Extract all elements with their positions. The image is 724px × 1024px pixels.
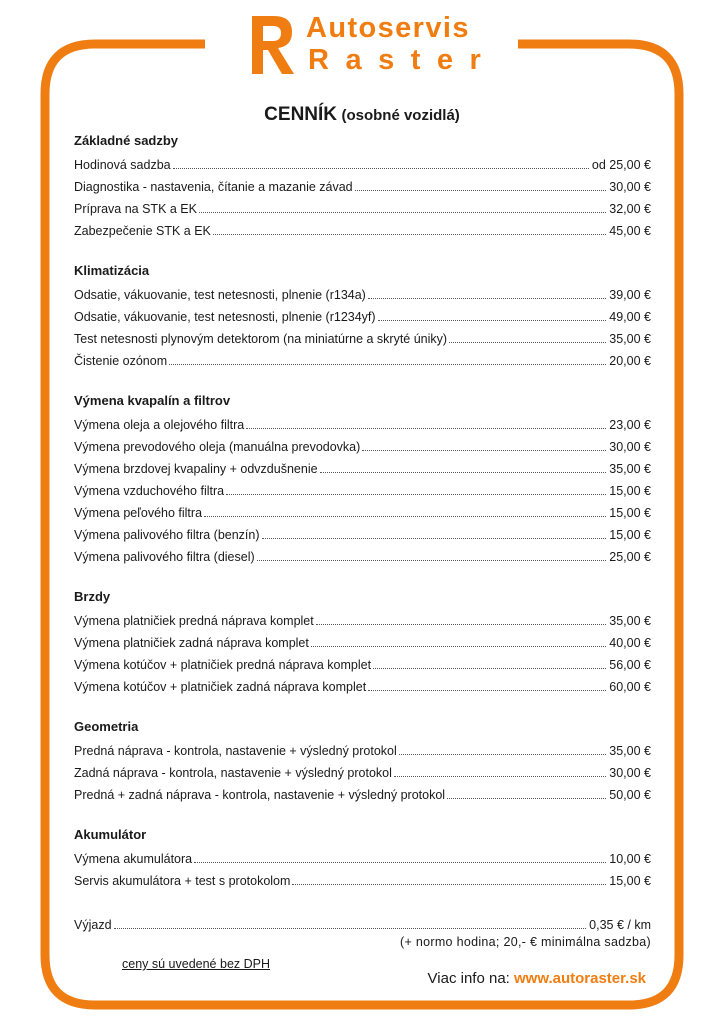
row-price: 49,00 € xyxy=(609,310,651,324)
dot-leader xyxy=(257,560,607,561)
dot-leader xyxy=(368,690,606,691)
dot-leader xyxy=(320,472,607,473)
row-label: Výmena platničiek zadná náprava komplet xyxy=(74,636,309,650)
price-row xyxy=(74,737,651,759)
vat-note: ceny sú uvedené bez DPH xyxy=(122,957,271,971)
row-label: Odsatie, vákuovanie, test netesnosti, plnenie (r134a) xyxy=(74,288,366,302)
row-price: 40,00 € xyxy=(609,636,651,650)
price-row xyxy=(74,347,651,369)
dot-leader xyxy=(213,234,606,235)
section-heading: Geometria xyxy=(74,719,139,734)
row-price: 23,00 € xyxy=(609,418,651,432)
price-row xyxy=(74,151,651,173)
price-row xyxy=(74,845,651,867)
row-label: Výmena palivového filtra (diesel) xyxy=(74,550,255,564)
dot-leader xyxy=(394,776,606,777)
row-label: Predná + zadná náprava - kontrola, nastavenie + výsledný protokol xyxy=(74,788,446,802)
row-price: 30,00 € xyxy=(609,766,651,780)
dot-leader xyxy=(226,494,606,495)
section-heading: Výmena kvapalín a filtrov xyxy=(74,393,231,408)
dot-leader xyxy=(311,646,606,647)
row-label: Výmena peľového filtra xyxy=(74,506,203,520)
dot-leader xyxy=(449,342,606,343)
row-price: 30,00 € xyxy=(609,440,651,454)
section-fluids-filters xyxy=(74,391,651,565)
price-row xyxy=(74,325,651,347)
dot-leader xyxy=(368,298,606,299)
price-row xyxy=(74,433,651,455)
dot-leader xyxy=(114,928,587,929)
dot-leader xyxy=(204,516,606,517)
row-price: 20,00 € xyxy=(609,354,651,368)
dot-leader xyxy=(355,190,607,191)
row-label: Výmena kotúčov + platničiek predná náprava komplet xyxy=(74,658,372,672)
section-heading: Základné sadzby xyxy=(74,133,179,148)
more-info xyxy=(428,970,646,987)
logo-r-mark-icon xyxy=(252,16,294,74)
travel-row xyxy=(74,911,651,933)
dot-leader xyxy=(399,754,607,755)
price-row xyxy=(74,781,651,803)
dot-leader xyxy=(362,450,606,451)
price-row xyxy=(74,455,651,477)
dot-leader xyxy=(246,428,606,429)
row-price: 39,00 € xyxy=(609,288,651,302)
more-info-label: Viac info na: xyxy=(427,970,510,987)
dot-leader xyxy=(447,798,606,799)
row-label: Hodinová sadzba xyxy=(74,158,171,172)
website-link[interactable]: www.autoraster.sk xyxy=(514,970,646,987)
price-row xyxy=(74,477,651,499)
price-row xyxy=(74,673,651,695)
price-row xyxy=(74,521,651,543)
row-label: Výmena kotúčov + platničiek zadná náprava komplet xyxy=(74,680,367,694)
price-row xyxy=(74,607,651,629)
row-label: Príprava na STK a EK xyxy=(74,202,197,216)
price-row xyxy=(74,303,651,325)
price-row xyxy=(74,543,651,565)
row-label: Výmena prevodového oleja (manuálna prevodovka) xyxy=(74,440,361,454)
row-label: Výmena platničiek predná náprava komplet xyxy=(74,614,314,628)
price-list xyxy=(74,131,651,951)
dot-leader xyxy=(373,668,606,669)
row-price: 56,00 € xyxy=(609,658,651,672)
row-price: 45,00 € xyxy=(609,224,651,238)
dot-leader xyxy=(378,320,607,321)
section-heading: Klimatizácia xyxy=(74,263,150,278)
row-price: 15,00 € xyxy=(609,506,651,520)
row-price: 50,00 € xyxy=(609,788,651,802)
section-heading: Brzdy xyxy=(74,589,111,604)
row-price: 35,00 € xyxy=(609,744,651,758)
row-price: 30,00 € xyxy=(609,180,651,194)
section-geometry xyxy=(74,717,651,803)
price-row xyxy=(74,499,651,521)
row-label: Servis akumulátora + test s protokolom xyxy=(74,874,291,888)
price-row xyxy=(74,867,651,889)
row-price: 25,00 € xyxy=(609,550,651,564)
row-price: 10,00 € xyxy=(609,852,651,866)
price-row xyxy=(74,173,651,195)
row-label: Zabezpečenie STK a EK xyxy=(74,224,211,238)
row-label: Výmena vzduchového filtra xyxy=(74,484,225,498)
row-label: Diagnostika - nastavenia, čítanie a mazanie závad xyxy=(74,180,353,194)
price-row xyxy=(74,195,651,217)
dot-leader xyxy=(262,538,607,539)
dot-leader xyxy=(173,168,589,169)
price-row xyxy=(74,759,651,781)
row-price: 35,00 € xyxy=(609,614,651,628)
dot-leader xyxy=(169,364,606,365)
page-title xyxy=(0,104,724,126)
section-basic-rates xyxy=(74,131,651,239)
row-price: 15,00 € xyxy=(609,874,651,888)
title-sub: (osobné vozidlá) xyxy=(341,107,460,124)
row-price: 35,00 € xyxy=(609,462,651,476)
dot-leader xyxy=(194,862,606,863)
row-label: Čistenie ozónom xyxy=(74,354,168,368)
row-label: Výmena akumulátora xyxy=(74,852,193,866)
row-label: Test netesnosti plynovým detektorom (na miniatúrne a skryté úniky) xyxy=(74,332,448,346)
section-heading: Akumulátor xyxy=(74,827,147,842)
row-label: Výmena brzdovej kvapaliny + odvzdušnenie xyxy=(74,462,318,476)
row-price: 32,00 € xyxy=(609,202,651,216)
row-label: Výmena oleja a olejového filtra xyxy=(74,418,245,432)
price-row xyxy=(74,217,651,239)
row-price: 60,00 € xyxy=(609,680,651,694)
dot-leader xyxy=(292,884,606,885)
row-label: Výmena palivového filtra (benzín) xyxy=(74,528,260,542)
title-main: CENNÍK xyxy=(264,104,338,125)
price-row xyxy=(74,281,651,303)
section-air-conditioning xyxy=(74,261,651,369)
row-price: 0,35 € / km xyxy=(589,918,651,932)
row-label: Výjazd xyxy=(74,918,112,932)
price-row xyxy=(74,411,651,433)
price-row xyxy=(74,651,651,673)
price-row xyxy=(74,629,651,651)
row-price: 15,00 € xyxy=(609,528,651,542)
row-label: Zadná náprava - kontrola, nastavenie + výsledný protokol xyxy=(74,766,392,780)
row-label: Predná náprava - kontrola, nastavenie + výsledný protokol xyxy=(74,744,397,758)
brand-name-line2: Raster xyxy=(308,44,498,76)
dot-leader xyxy=(199,212,606,213)
travel-note: (+ normo hodina; 20,- € minimálna sadzba) xyxy=(400,935,651,949)
row-price: 15,00 € xyxy=(609,484,651,498)
brand-name-line1: Autoservis xyxy=(306,12,470,44)
row-price: 35,00 € xyxy=(609,332,651,346)
row-label: Odsatie, vákuovanie, test netesnosti, plnenie (r1234yf) xyxy=(74,310,376,324)
dot-leader xyxy=(316,624,607,625)
row-price: od 25,00 € xyxy=(591,158,651,172)
section-battery xyxy=(74,825,651,889)
section-brakes xyxy=(74,587,651,695)
